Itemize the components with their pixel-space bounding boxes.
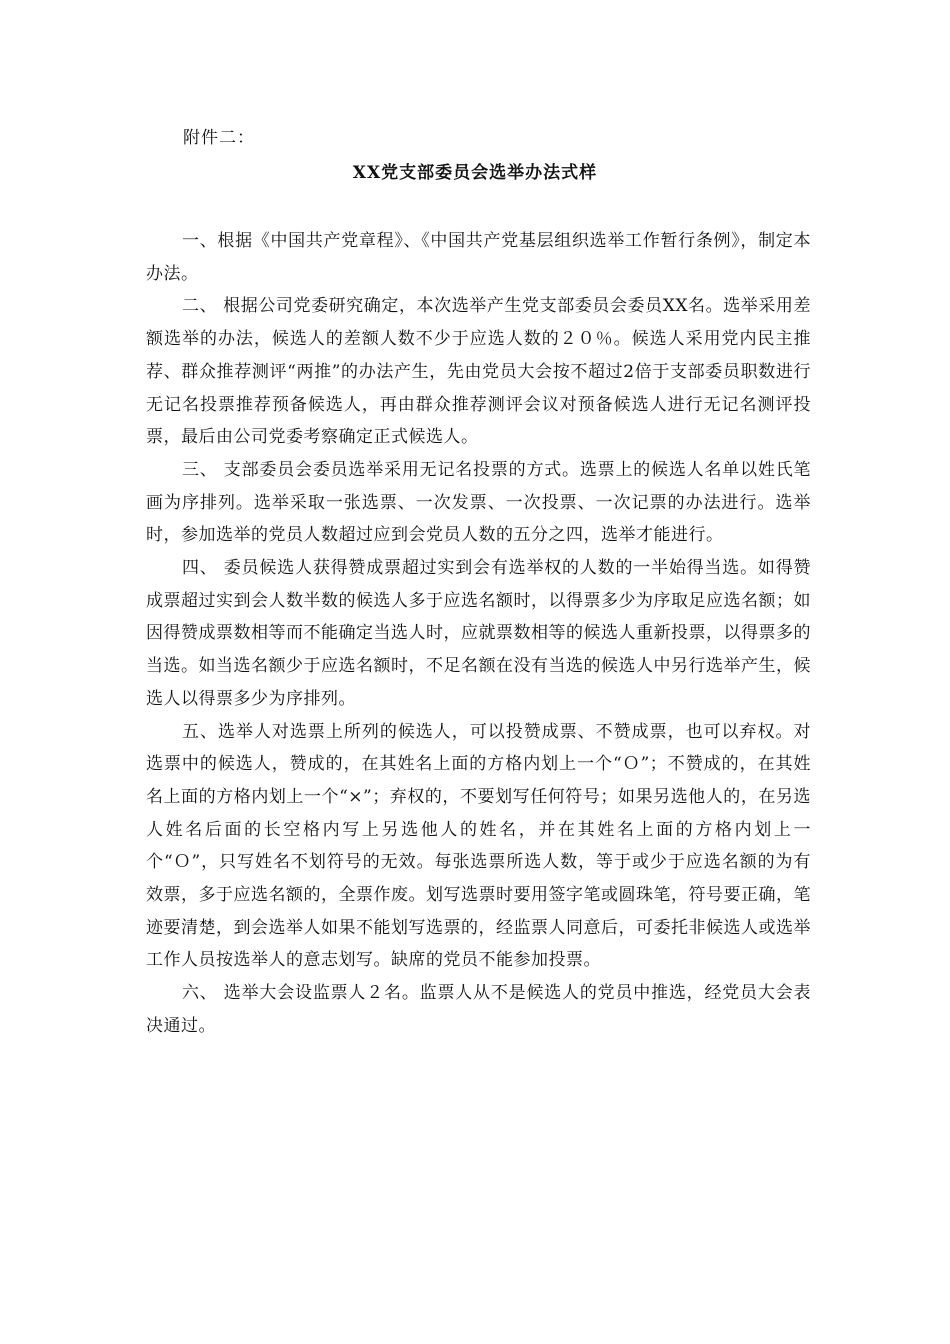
document-body <box>146 225 811 1043</box>
paragraph-5: 五、选举人对选票上所列的候选人，可以投赞成票、不赞成票，也可以弃权。对选票中的候选人，赞成的，在其姓名上面的方格内划上一个“Ｏ”；不赞成的，在其姓名上面的方格内划上一个“×”；弃权的，不要划写任何符号；如果另选他人的，在另选人姓名后面的长空格内写上另选他人的姓名，并在其姓名上面的方格内划上一个“Ｏ”，只写姓名不划符号的无效。每张选票所选人数，等于或少于应选名额的为有效票，多于应选名额的，全票作废。划写选票时要用签字笔或圆珠笔，符号要正确，笔迹要清楚，到会选举人如果不能划写选票的，经监票人同意后，可委托非候选人或选举工作人员按选举人的意志划写。缺席的党员不能参加投票。 <box>146 721 811 971</box>
paragraph-4: 四、 委员候选人获得赞成票超过实到会有选举权的人数的一半始得当选。如得赞成票超过实到会人数半数的候选人多于应选名额时，以得票多少为序取足应选名额；如因得赞成票数相等而不能确定当选人时，应就票数相等的候选人重新投票，以得票多的当选。如当选名额少于应选名额时，不足名额在没有当选的候选人中另行选举产生，候选人以得票多少为序排列。 <box>146 558 811 709</box>
paragraph-2: 二、 根据公司党委研究确定，本次选举产生党支部委员会委员XX名。选举采用差额选举的办法，候选人的差额人数不少于应选人数的２０％。候选人采用党内民主推荐、群众推荐测评“两推”的办法产生，先由党员大会按不超过2倍于支部委员职数进行无记名投票推荐预备候选人，再由群众推荐测评会议对预备候选人进行无记名测评投票，最后由公司党委考察确定正式候选人。 <box>146 296 811 448</box>
attachment-label: 附件二： <box>183 128 255 148</box>
document-title: XX党支部委员会选举办法式样 <box>352 163 598 183</box>
paragraph-3: 三、 支部委员会委员选举采用无记名投票的方式。选票上的候选人名单以姓氏笔画为序排列。选举采取一张选票、一次发票、一次投票、一次记票的办法进行。选举时，参加选举的党员人数超过应到会党员人数的五分之四，选举才能进行。 <box>146 459 811 546</box>
paragraph-1: 一、根据《中国共产党章程》、《中国共产党基层组织选举工作暂行条例》，制定本办法。 <box>146 231 811 284</box>
paragraph-6: 六、 选举大会设监票人２名。监票人从不是候选人的党员中推选，经党员大会表决通过。 <box>146 983 811 1036</box>
